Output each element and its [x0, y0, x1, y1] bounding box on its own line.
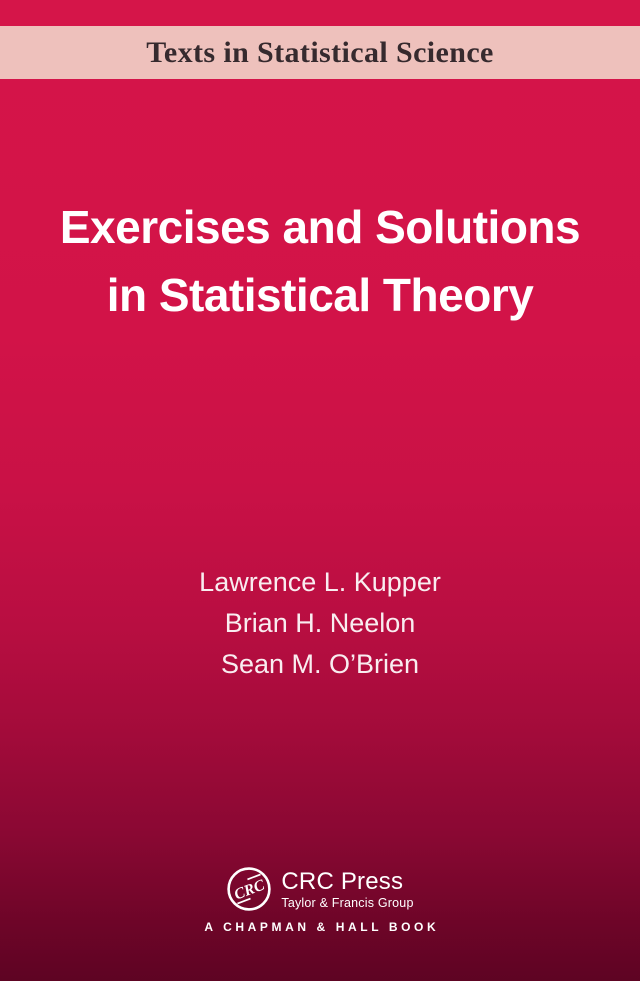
book-title-line2: in Statistical Theory: [106, 269, 534, 321]
crc-logo-text: CRC: [232, 876, 268, 904]
crc-press-logo-icon: [226, 866, 272, 912]
book-title-line1: Exercises and Solutions: [59, 201, 581, 253]
author-name: Sean M. O’Brien: [220, 649, 420, 679]
author-name: Brian H. Neelon: [224, 608, 416, 638]
book-title: [0, 193, 640, 329]
publisher-block: [0, 866, 640, 934]
publisher-group: Taylor & Francis Group: [281, 895, 414, 910]
publisher-logo-row: [226, 866, 413, 912]
authors-list: [0, 562, 640, 685]
publisher-name: CRC Press: [281, 867, 404, 895]
series-title: Texts in Statistical Science: [146, 35, 494, 69]
press-text: [281, 869, 413, 910]
series-band: [0, 26, 640, 79]
imprint-line: A CHAPMAN & HALL BOOK: [204, 920, 440, 934]
author-name: Lawrence L. Kupper: [199, 567, 441, 597]
